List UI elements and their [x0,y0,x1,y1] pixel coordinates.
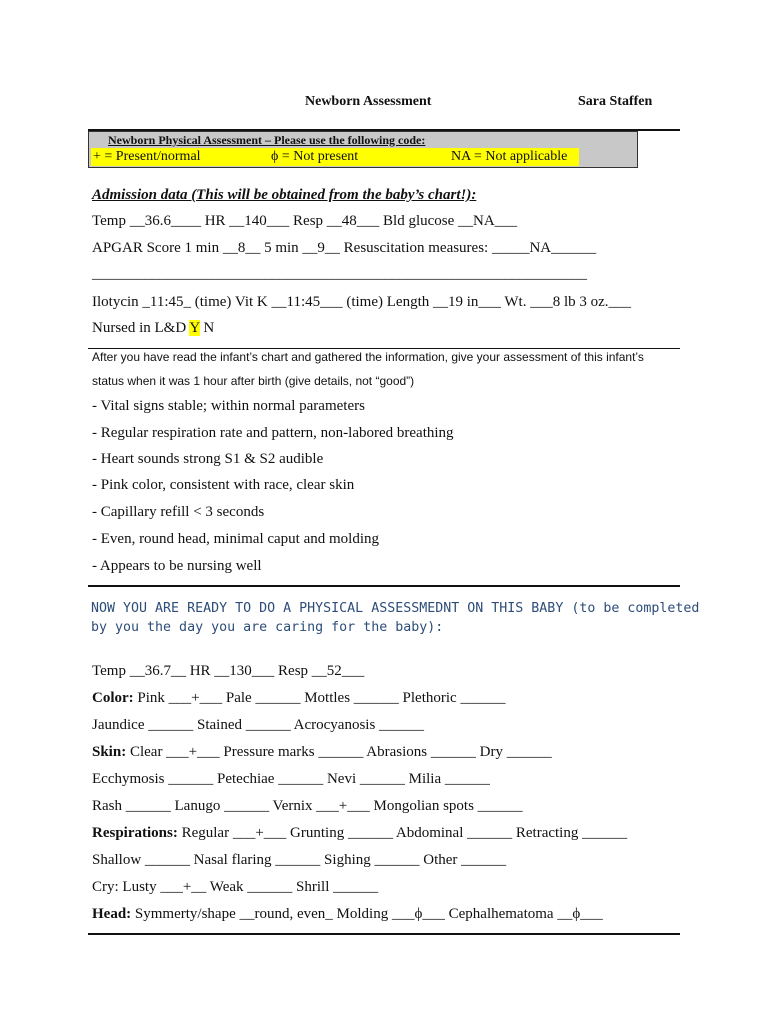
nursed-yes: Y [189,320,200,336]
skin-row-3: Rash ______ Lanugo ______ Vernix ___+___ Mongolian spots ______ [92,798,523,814]
admission-heading: Admission data (This will be obtained from the baby’s chart!): [92,187,477,203]
assessment-item: - Heart sounds strong S1 & S2 audible [92,451,324,467]
respirations-label: Respirations: [92,825,178,841]
code-legend-box [88,131,638,168]
cry-row: Cry: Lusty ___+__ Weak ______ Shrill ______ [92,879,379,895]
skin-row-1 [92,744,552,761]
code-present: + = Present/normal [93,149,201,164]
code-not-present: ϕ = Not present [271,149,359,164]
respirations-row-1 [92,825,627,842]
head-row [92,906,603,923]
physical-heading-line-2: by you the day you are caring for the baby): [91,620,444,635]
respirations-values-1: Regular ___+___ Grunting ______ Abdominal ______ Retracting ______ [177,825,628,841]
skin-label: Skin: [92,744,127,760]
section-divider [88,933,680,935]
instructions-line-1: After you have read the infant’s chart and gathered the information, give your assessment of this infant’s [92,350,644,364]
assessment-item: - Regular respiration rate and pattern, non-labored breathing [92,425,454,441]
admission-blank-line: __________________________________________________________________ [92,266,587,282]
assessment-item: - Vital signs stable; within normal parameters [92,398,365,414]
student-name: Sara Staffen [578,94,653,109]
admission-meds-measurements: Ilotycin _11:45_ (time) Vit K __11:45___ (time) Length __19 in___ Wt. ___8 lb 3 oz.___ [92,294,632,310]
head-label: Head: [92,906,132,922]
color-row-1 [92,690,505,707]
color-row-2: Jaundice ______ Stained ______ Acrocyanosis ______ [92,717,425,733]
skin-row-2: Ecchymosis ______ Petechiae ______ Nevi ______ Milia ______ [92,771,490,787]
assessment-item: - Appears to be nursing well [92,558,262,574]
assessment-item: - Even, round head, minimal caput and molding [92,531,380,547]
admission-vitals: Temp __36.6____ HR __140___ Resp __48___ Bld glucose __NA___ [92,213,518,229]
respirations-row-2: Shallow ______ Nasal flaring ______ Sighing ______ Other ______ [92,852,507,868]
nursed-no: N [199,320,215,336]
assessment-item: - Capillary refill < 3 seconds [92,504,265,520]
code-not-applicable: NA = Not applicable [451,149,568,164]
skin-values-1: Clear ___+___ Pressure marks ______ Abrasions ______ Dry ______ [126,744,552,760]
instructions-line-2: status when it was 1 hour after birth (give details, not “good”) [92,374,415,388]
physical-vitals: Temp __36.7__ HR __130___ Resp __52___ [92,663,365,679]
code-legend-title: Newborn Physical Assessment – Please use the following code: [108,133,426,147]
color-values-1: Pink ___+___ Pale ______ Mottles ______ Plethoric ______ [133,690,506,706]
document-title: Newborn Assessment [305,94,432,109]
section-divider [88,585,680,587]
physical-heading-line-1: NOW YOU ARE READY TO DO A PHYSICAL ASSESSMEDNT ON THIS BABY (to be completed [91,601,700,616]
assessment-item: - Pink color, consistent with race, clear skin [92,477,355,493]
color-label: Color: [92,690,134,706]
section-divider [88,348,680,349]
admission-apgar: APGAR Score 1 min __8__ 5 min __9__ Resuscitation measures: _____NA______ [92,240,597,256]
nursed-label: Nursed in L&D [92,320,190,336]
nursed-in-ld [92,320,214,337]
head-values: Symmerty/shape __round, even_ Molding ___ϕ___ Cephalhematoma __ϕ___ [131,906,603,922]
